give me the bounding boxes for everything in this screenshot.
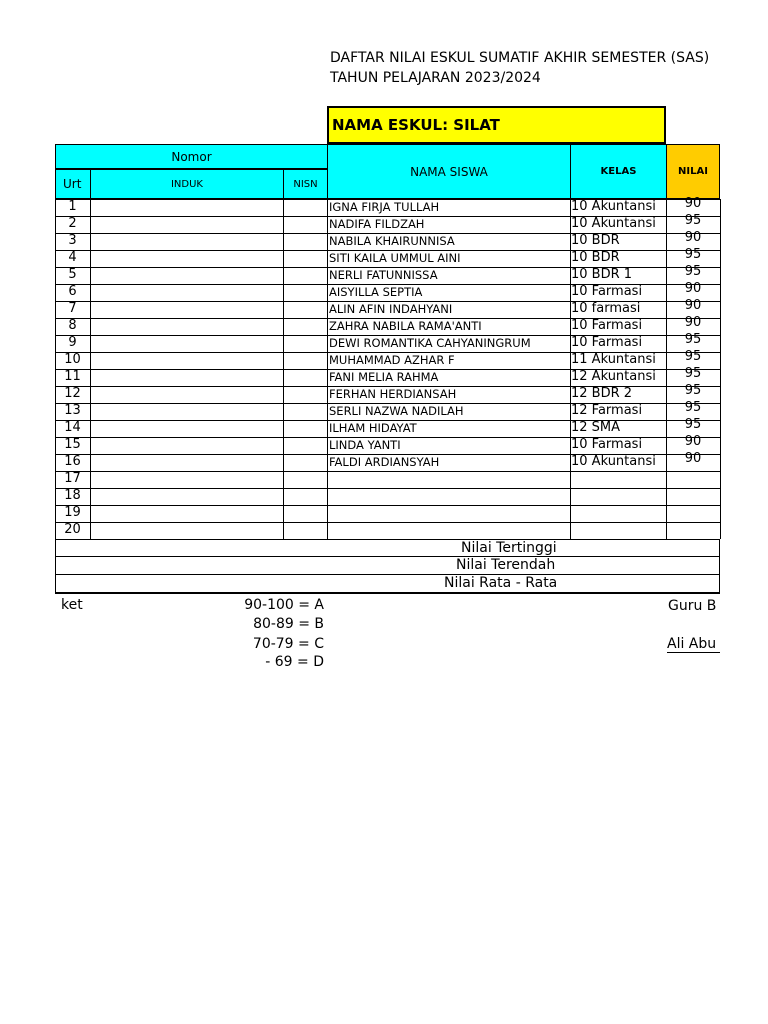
header-nomor: Nomor [55, 144, 328, 169]
student-name: FANI MELIA RAHMA [329, 370, 439, 384]
header-nisn: NISN [283, 169, 328, 199]
column-divider [90, 199, 91, 539]
student-name: ZAHRA NABILA RAMA'ANTI [329, 319, 482, 333]
row-number: 5 [68, 267, 77, 282]
column-divider [327, 199, 328, 539]
row-number: 11 [64, 369, 81, 384]
student-score: 95 [684, 417, 702, 432]
student-name: NABILA KHAIRUNNISA [329, 234, 455, 248]
grade-d: - 69 = D [265, 654, 324, 670]
student-name: ILHAM HIDAYAT [329, 421, 417, 435]
student-class: 12 Farmasi [571, 403, 643, 418]
ket-label: ket [61, 597, 83, 613]
row-number: 19 [64, 505, 81, 520]
eskul-label: NAMA ESKUL: SILAT [327, 106, 666, 144]
student-class: 10 Akuntansi [571, 199, 656, 214]
student-score: 90 [684, 230, 702, 245]
student-name: SITI KAILA UMMUL AINI [329, 251, 461, 265]
student-score: 95 [684, 400, 702, 415]
row-number: 4 [68, 250, 77, 265]
document-subtitle: TAHUN PELAJARAN 2023/2024 [330, 70, 541, 86]
student-class: 10 Farmasi [571, 318, 643, 333]
row-number: 15 [64, 437, 81, 452]
label-nilai-rata-rata: Nilai Rata - Rata [444, 575, 558, 591]
student-class: 10 BDR [571, 250, 620, 265]
row-number: 7 [68, 301, 77, 316]
row-number: 1 [68, 199, 77, 214]
row-number: 12 [64, 386, 81, 401]
row-divider [55, 488, 720, 489]
row-number: 9 [68, 335, 77, 350]
student-name: NERLI FATUNNISSA [329, 268, 438, 282]
student-class: 10 Akuntansi [571, 216, 656, 231]
row-number: 20 [64, 522, 81, 537]
row-number: 6 [68, 284, 77, 299]
student-name: MUHAMMAD AZHAR F [329, 353, 455, 367]
header-nama-siswa: NAMA SISWA [327, 144, 571, 199]
student-name: ALIN AFIN INDAHYANI [329, 302, 453, 316]
student-score: 90 [684, 298, 702, 313]
student-name: NADIFA FILDZAH [329, 217, 425, 231]
student-name: DEWI ROMANTIKA CAHYANINGRUM [329, 336, 531, 350]
column-divider [283, 199, 284, 539]
row-number: 10 [64, 352, 81, 367]
student-score: 95 [684, 247, 702, 262]
label-nilai-tertinggi: Nilai Tertinggi [461, 540, 557, 556]
student-score: 95 [684, 213, 702, 228]
header-kelas: KELAS [570, 144, 667, 199]
row-number: 3 [68, 233, 77, 248]
document-title: DAFTAR NILAI ESKUL SUMATIF AKHIR SEMESTER (SAS) [330, 50, 710, 66]
student-class: 10 BDR 1 [571, 267, 633, 282]
student-class: 10 Farmasi [571, 284, 643, 299]
student-score: 90 [684, 281, 702, 296]
row-number: 17 [64, 471, 81, 486]
student-class: 10 Akuntansi [571, 454, 656, 469]
student-score: 90 [684, 196, 702, 211]
header-urt: Urt [55, 169, 91, 199]
student-score: 90 [684, 315, 702, 330]
row-divider [55, 471, 720, 472]
row-number: 8 [68, 318, 77, 333]
label-nilai-terendah: Nilai Terendah [456, 557, 556, 573]
header-nilai: NILAI [666, 144, 720, 199]
column-divider [720, 199, 721, 539]
grade-c: 70-79 = C [252, 636, 324, 652]
row-number: 18 [64, 488, 81, 503]
student-score: 95 [684, 383, 702, 398]
row-nilai-rata-rata [55, 575, 720, 594]
row-number: 16 [64, 454, 81, 469]
student-score: 95 [684, 332, 702, 347]
student-score: 90 [684, 434, 702, 449]
student-class: 12 BDR 2 [571, 386, 633, 401]
row-nilai-tertinggi [55, 539, 720, 557]
row-number: 14 [64, 420, 81, 435]
grade-b: 80-89 = B [253, 616, 324, 632]
row-number: 13 [64, 403, 81, 418]
student-name: IGNA FIRJA TULLAH [329, 200, 440, 214]
student-name: SERLI NAZWA NADILAH [329, 404, 464, 418]
signature-name: Ali Abu [667, 636, 720, 653]
student-class: 10 Farmasi [571, 335, 643, 350]
student-score: 95 [684, 366, 702, 381]
student-name: FALDI ARDIANSYAH [329, 455, 440, 469]
student-class: 10 Farmasi [571, 437, 643, 452]
student-class: 10 farmasi [571, 301, 641, 316]
student-name: FERHAN HERDIANSAH [329, 387, 457, 401]
student-class: 10 BDR [571, 233, 620, 248]
student-name: AISYILLA SEPTIA [329, 285, 423, 299]
header-induk: INDUK [90, 169, 284, 199]
student-score: 95 [684, 264, 702, 279]
signature-role: Guru B [668, 598, 717, 614]
student-score: 95 [684, 349, 702, 364]
row-nilai-terendah [55, 557, 720, 575]
student-class: 12 SMA [571, 420, 621, 435]
student-name: LINDA YANTI [329, 438, 401, 452]
grade-a: 90-100 = A [244, 597, 324, 613]
student-class: 12 Akuntansi [571, 369, 656, 384]
student-class: 11 Akuntansi [571, 352, 656, 367]
row-number: 2 [68, 216, 77, 231]
student-score: 90 [684, 451, 702, 466]
row-divider [55, 505, 720, 506]
row-divider [55, 522, 720, 523]
